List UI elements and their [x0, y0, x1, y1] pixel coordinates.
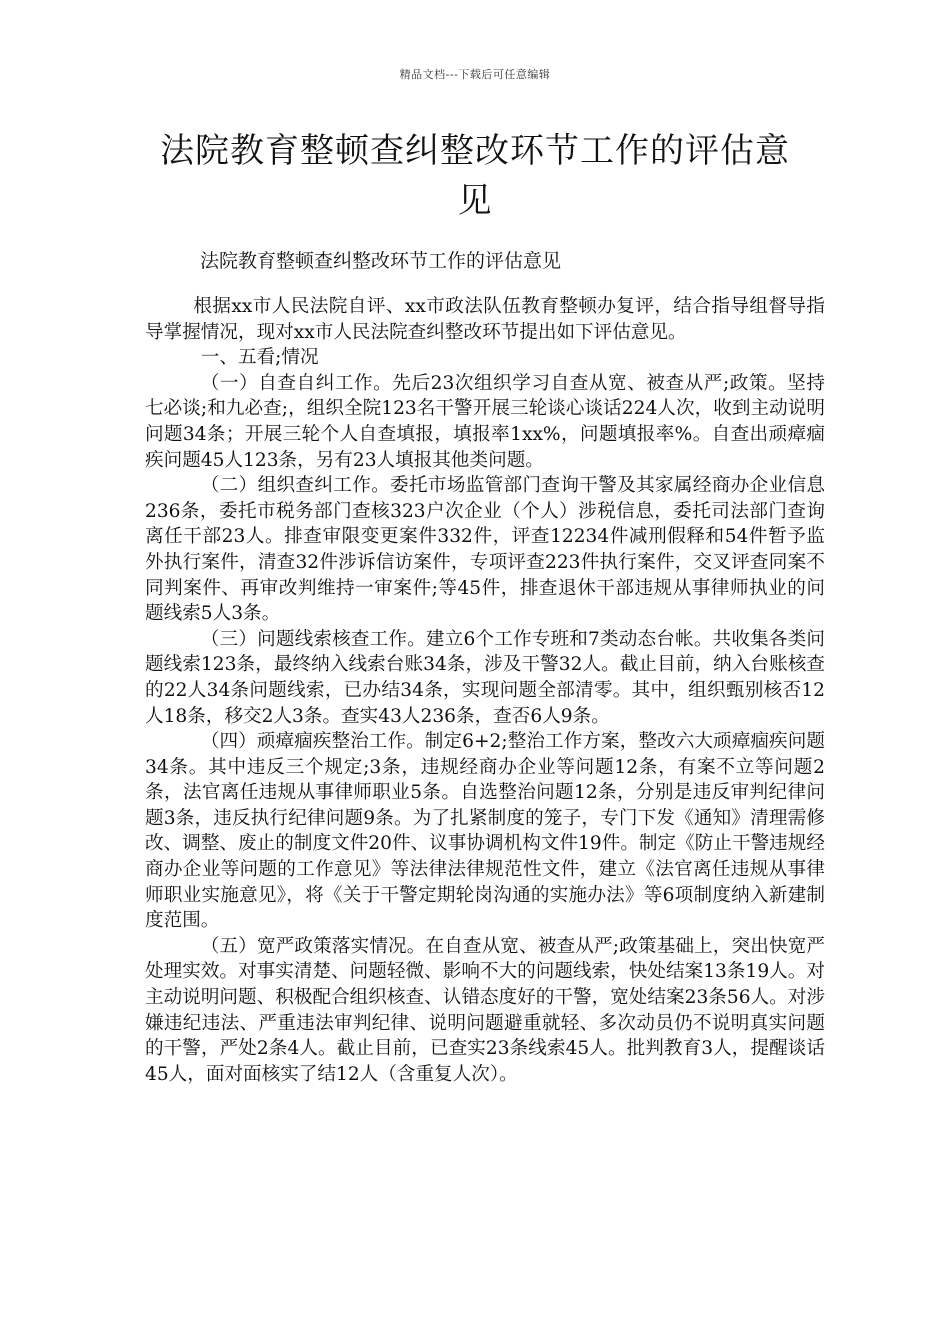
paragraph-self-check: （一）自查自纠工作。先后23次组织学习自查从宽、被查从严;政策。坚持七必谈;和九必查;，组织全院123名干警开展三轮谈心谈话224人次，收到主动说明问题34条；开展三轮个人自查填报，填报率1xx%，问题填报率%。自查出顽瘴痼疾问题45人123条，另有23人填报其他类问题。: [145, 372, 825, 471]
header-note: 精品文档---下载后可任意编辑: [399, 68, 551, 81]
document-body: [145, 294, 825, 1087]
document-subtitle: 法院教育整顿查纠整改环节工作的评估意见: [200, 250, 562, 272]
paragraph-clue-verification: （三）问题线索核查工作。建立6个工作专班和7类动态台帐。共收集各类问题线索123条，最终纳入线索台账34条，涉及干警32人。截止目前，纳入台账核查的22人34条问题线索，已办结34条，实现问题全部清零。其中，组织甄别核否12人18条，移交2人3条。查实43人236条，查否6人9条。: [145, 628, 825, 727]
section-heading: 一、五看;情况: [200, 347, 319, 369]
paragraph-organized-check: （二）组织查纠工作。委托市场监管部门查询干警及其家属经商办企业信息236条，委托市税务部门查核323户次企业（个人）涉税信息，委托司法部门查询离任干部23人。排查审限变更案件332件，评查12234件减刑假释和54件暂予监外执行案件，清查32件涉诉信访案件，专项评查223件执行案件，交叉评查同案不同判案件、再审改判维持一审案件;等45件，排查退休干部违规从事律师执业的问题线索5人3条。: [145, 475, 825, 625]
paragraph-policy-implementation: （五）宽严政策落实情况。在自查从宽、被查从严;政策基础上，突出快宽严处理实效。对事实清楚、问题轻微、影响不大的问题线索，快处结案13条19人。对主动说明问题、积极配合组织核查、认错态度好的干警，宽处结案23条56人。对涉嫌违纪违法、严重违法审判纪律、说明问题避重就轻、多次动员仍不说明真实问题的干警，严处2条4人。截止目前，已查实23条线索45人。批判教育3人，提醒谈话45人，面对面核实了结12人（含重复人次）。: [145, 935, 825, 1085]
document-title: 法院教育整顿查纠整改环节工作的评估意见: [160, 131, 790, 221]
paragraph-stubborn-issues: （四）顽瘴痼疾整治工作。制定6+2;整治工作方案，整改六大顽瘴痼疾问题34条。其中违反三个规定;3条，违规经商办企业等问题12条，有案不立等问题2条，法官离任违规从事律师职业5条。自选整治问题12条，分别是违反审判纪律问题3条，违反执行纪律问题9条。为了扎紧制度的笼子，专门下发《通知》清理需修改、调整、废止的制度文件20件、议事协调机构文件19件。制定《防止干警违规经商办企业等问题的工作意见》等法律法律规范性文件，建立《法官离任违规从事律师职业实施意见》，将《关于干警定期轮岗沟通的实施办法》等6项制度纳入新建制度范围。: [145, 731, 825, 932]
paragraph-intro: 根据xx市人民法院自评、xx市政法队伍教育整顿办复评，结合指导组督导指导掌握情况，现对xx市人民法院查纠整改环节提出如下评估意见。: [145, 296, 825, 343]
